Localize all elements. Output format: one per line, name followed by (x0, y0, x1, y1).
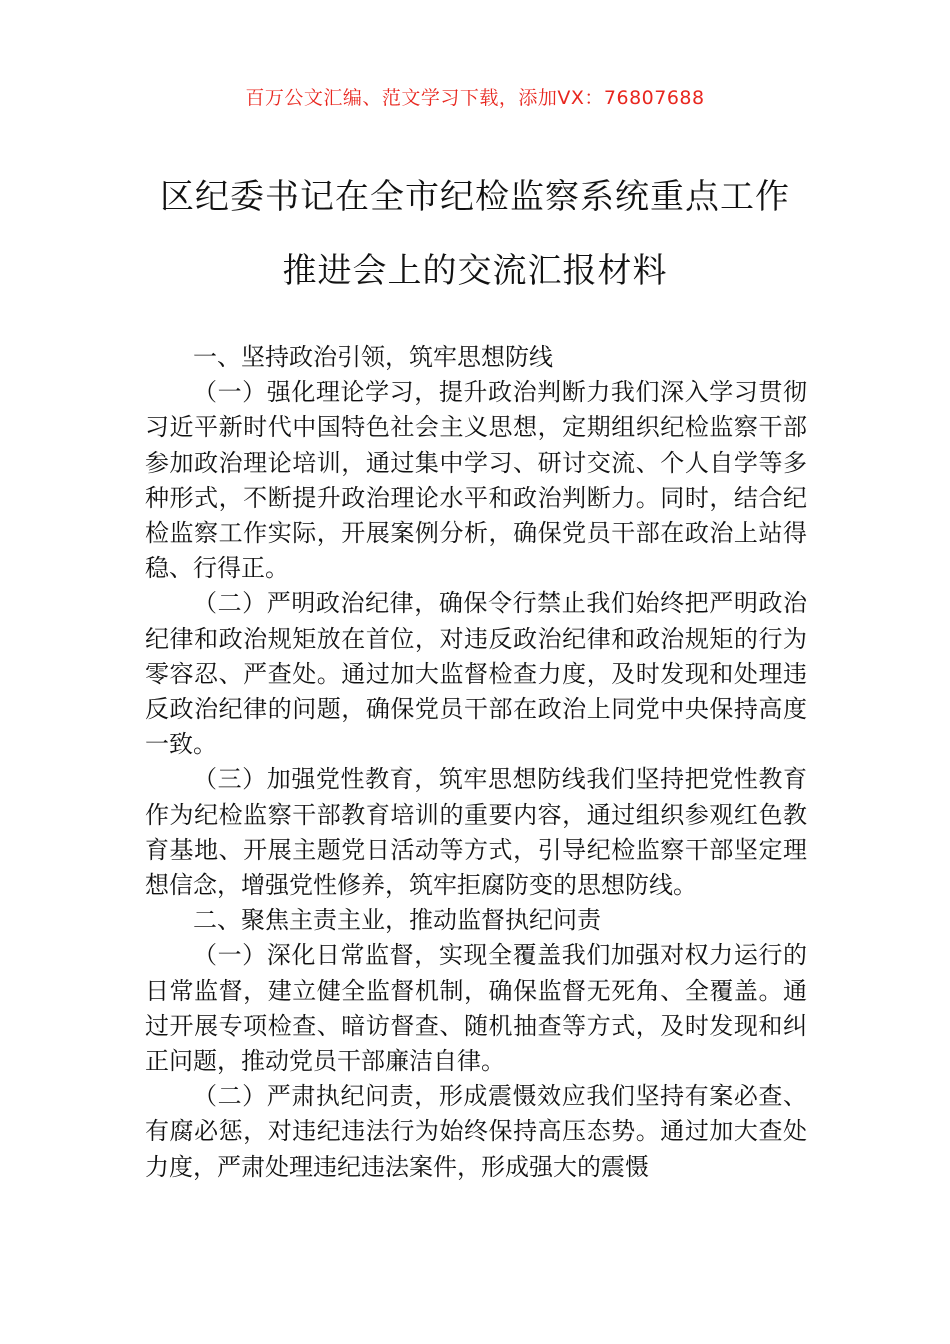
header-note: 百万公文汇编、范文学习下载，添加VX：76807688 (245, 87, 705, 109)
paragraph: （一）深化日常监督，实现全覆盖我们加强对权力运行的日常监督，建立健全监督机制，确保监督无死角、全覆盖。通过开展专项检查、暗访督查、随机抽查等方式，及时发现和纠正问题，推动党员干部廉洁自律。 (145, 941, 807, 1076)
paragraph: （二）严肃执纪问责，形成震慑效应我们坚持有案必查、有腐必惩，对违纪违法行为始终保持高压态势。通过加大查处力度，严肃处理违纪违法案件，形成强大的震慑 (145, 1082, 807, 1181)
paragraph: （二）严明政治纪律，确保令行禁止我们始终把严明政治纪律和政治规矩放在首位，对违反政治纪律和政治规矩的行为零容忍、严查处。通过加大监督检查力度，及时发现和处理违反政治纪律的问题，确保党员干部在政治上同党中央保持高度一致。 (145, 589, 807, 759)
document-body (145, 340, 807, 1185)
title-line-1: 区纪委书记在全市纪检监察系统重点工作 (160, 177, 790, 217)
section-heading-1: 一、坚持政治引领，筑牢思想防线 (193, 343, 553, 371)
section-heading-2: 二、聚焦主责主业，推动监督执纪问责 (193, 906, 601, 935)
paragraph: （三）加强党性教育，筑牢思想防线我们坚持把党性教育作为纪检监察干部教育培训的重要内容，通过组织参观红色教育基地、开展主题党日活动等方式，引导纪检监察干部坚定理想信念，增强党性修养，筑牢拒腐防变的思想防线。 (145, 765, 807, 900)
title-line-2: 推进会上的交流汇报材料 (282, 251, 668, 291)
paragraph: （一）强化理论学习，提升政治判断力我们深入学习贯彻习近平新时代中国特色社会主义思想，定期组织纪检监察干部参加政治理论培训，通过集中学习、研讨交流、个人自学等多种形式，不断提升政治理论水平和政治判断力。同时，结合纪检监察工作实际，开展案例分析，确保党员干部在政治上站得稳、行得正。 (145, 378, 807, 583)
document-title (100, 176, 850, 292)
